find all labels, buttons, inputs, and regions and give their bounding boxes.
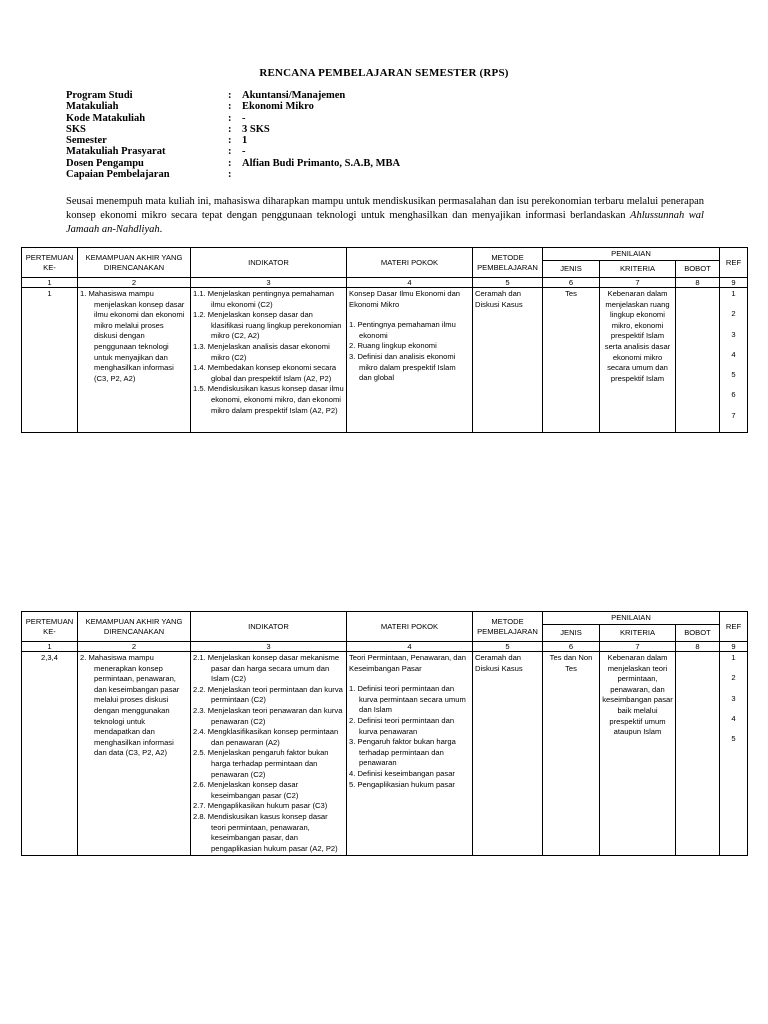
header-materi: MATERI POKOK (347, 248, 473, 278)
header-materi: MATERI POKOK (347, 612, 473, 642)
ref-number: 5 (731, 734, 736, 744)
column-number: 7 (600, 642, 676, 652)
bobot-cell (676, 288, 720, 433)
info-colon: : (228, 112, 232, 124)
info-row (66, 90, 400, 101)
ref-number: 3 (731, 693, 736, 703)
info-row (66, 135, 400, 146)
header-bobot: BOBOT (676, 261, 720, 278)
rps-table-2 (21, 611, 748, 856)
column-number: 5 (473, 642, 543, 652)
column-number: 5 (473, 278, 543, 288)
indikator-item: 2.1. Menjelaskan konsep dasar mekanisme pasar dan harga secara umum dan Islam (C2) (193, 653, 340, 684)
indikator-item: 2.3. Menjelaskan teori penawaran dan kurva penawaran (C2) (193, 705, 343, 726)
header-kemampuan: KEMAMPUAN AKHIR YANG DIRENCANAKAN (78, 248, 191, 278)
pertemuan-cell: 2,3,4 (22, 652, 78, 856)
info-value: Alfian Budi Primanto, S.A.B, MBA (242, 157, 401, 169)
header-indikator: INDIKATOR (191, 248, 347, 278)
materi-item: 1. Pentingnya pemahaman ilmu ekonomi (349, 320, 456, 340)
column-number: 1 (22, 642, 78, 652)
learning-outcome-paragraph (66, 195, 704, 237)
info-label: Kode Matakuliah (66, 112, 146, 124)
info-value: - (242, 112, 246, 124)
ref-number: 2 (731, 309, 736, 319)
kemampuan-text: 1. Mahasiswa mampu menjelaskan konsep dasar ilmu ekonomi dan ekonomi mikro melalui proses diskusi dengan penggunaan teknologi untuk menyajikan dan menghasilkan informasi (C3, P2, A2) (80, 289, 185, 383)
indikator-item: 2.7. Mengaplikasikan hukum pasar (C3) (193, 801, 328, 811)
materi-item: 3. Pengaruh faktor bukan harga terhadap permintaan dan penawaran (349, 737, 456, 768)
info-label: Matakuliah Prasyarat (66, 146, 166, 158)
jenis-cell: Tes dan Non Tes (543, 652, 600, 856)
ref-number: 6 (731, 390, 736, 400)
header-pertemuan: PERTEMUAN KE- (22, 612, 78, 642)
ref-number: 1 (731, 289, 736, 298)
column-number: 6 (543, 642, 600, 652)
column-number: 3 (191, 642, 347, 652)
header-jenis: JENIS (543, 625, 600, 642)
materi-item: 3. Definisi dan analisis ekonomi mikro dalam prespektif Islam dan global (349, 351, 456, 383)
ref-cell (720, 652, 748, 856)
table-row (22, 288, 748, 433)
ref-number: 2 (731, 673, 736, 683)
info-colon: : (228, 90, 232, 101)
materi-item: 4. Definisi keseimbangan pasar (349, 768, 455, 778)
ref-number: 4 (731, 713, 736, 723)
indikator-item: 2.4. Mengklasifikasikan konsep permintaan dan penawaran (A2) (193, 727, 339, 747)
column-number: 3 (191, 278, 347, 288)
bobot-cell (676, 652, 720, 856)
materi-item: 2. Ruang lingkup ekonomi (349, 341, 437, 351)
info-row (66, 124, 400, 135)
rps-table-1 (21, 247, 748, 433)
column-number: 9 (720, 642, 748, 652)
header-penilaian: PENILAIAN (543, 612, 720, 625)
metode-cell: Ceramah dan Diskusi Kasus (473, 652, 543, 856)
info-colon: : (228, 123, 232, 135)
materi-item: 1. Definisi teori permintaan dan kurva permintaan secara umum dan Islam (349, 684, 466, 715)
info-value: Ekonomi Mikro (242, 101, 314, 113)
info-label: SKS (66, 123, 86, 135)
ref-number: 3 (731, 329, 736, 339)
indikator-item: 2.8. Mendiskusikan kasus konsep dasar teori permintaan, penawaran, keseimbangan pasar, dan pengaplikasian hukum pasar (A2, P2) (193, 811, 338, 853)
info-value: 3 SKS (242, 123, 270, 135)
info-label: Capaian Pembelajaran (66, 169, 170, 181)
kriteria-cell: Kebenaran dalam menjelaskan teori permintaan, penawaran, dan keseimbangan pasar baik melalui prespektif umum ataupun Islam (600, 652, 676, 856)
metode-cell: Ceramah dan Diskusi Kasus (473, 288, 543, 433)
column-number: 4 (347, 278, 473, 288)
column-number: 2 (78, 642, 191, 652)
info-value: Akuntansi/Manajemen (242, 90, 346, 101)
header-kriteria: KRITERIA (600, 261, 676, 278)
kriteria-cell: Kebenaran dalam menjelaskan ruang lingkup ekonomi mikro, ekonomi prespektif Islam serta analisis dasar ekonomi mikro secara umum dan prespektif Islam (600, 288, 676, 433)
kemampuan-cell (78, 652, 191, 856)
ref-number: 7 (731, 410, 736, 420)
indikator-cell (191, 288, 347, 433)
column-number: 6 (543, 278, 600, 288)
info-colon: : (228, 169, 232, 181)
header-bobot: BOBOT (676, 625, 720, 642)
header-penilaian: PENILAIAN (543, 248, 720, 261)
indikator-item: 1.2. Menjelaskan konsep dasar dan klasifikasi ruang lingkup perekonomian mikro (C2, A2) (193, 310, 342, 341)
info-row (66, 158, 400, 169)
column-number-row (22, 642, 748, 652)
jenis-cell: Tes (543, 288, 600, 433)
indikator-item: 2.5. Menjelaskan pengaruh faktor bukan harga terhadap permintaan dan penawaran (C2) (193, 748, 329, 779)
column-number: 1 (22, 278, 78, 288)
indikator-cell (191, 652, 347, 856)
info-row (66, 169, 400, 180)
info-label: Matakuliah (66, 101, 119, 113)
indikator-item: 1.5. Mendiskusikan kasus konsep dasar ilmu ekonomi, ekonomi mikro, dan ekonomi mikro dalam prespektif Islam (A2, P2) (193, 384, 344, 415)
info-label: Semester (66, 135, 107, 147)
course-info (66, 90, 400, 180)
header-metode: METODE PEMBELAJARAN (473, 612, 543, 642)
materi-title: Teori Permintaan, Penawaran, dan Keseimbangan Pasar (349, 653, 466, 673)
header-metode: METODE PEMBELAJARAN (473, 248, 543, 278)
info-row (66, 101, 400, 112)
info-row (66, 113, 400, 124)
materi-item: 2. Definisi teori permintaan dan kurva penawaran (349, 715, 455, 736)
header-pertemuan: PERTEMUAN KE- (22, 248, 78, 278)
indikator-item: 1.4. Membedakan konsep ekonomi secara global dan prespektif Islam (A2, P2) (193, 363, 337, 383)
materi-item: 5. Pengaplikasian hukum pasar (349, 779, 455, 789)
kemampuan-cell (78, 288, 191, 433)
column-number: 4 (347, 642, 473, 652)
ref-number: 1 (731, 653, 736, 662)
header-indikator: INDIKATOR (191, 612, 347, 642)
indikator-item: 1.3. Menjelaskan analisis dasar ekonomi mikro (C2) (193, 341, 330, 362)
document-title: RENCANA PEMBELAJARAN SEMESTER (RPS) (259, 67, 509, 79)
indikator-item: 1.1. Menjelaskan pentingnya pemahaman ilmu ekonomi (C2) (193, 289, 334, 309)
ref-cell (720, 288, 748, 433)
column-number: 2 (78, 278, 191, 288)
info-value: 1 (242, 135, 248, 147)
materi-cell (347, 288, 473, 433)
column-number: 8 (676, 642, 720, 652)
info-colon: : (228, 157, 232, 169)
column-number: 7 (600, 278, 676, 288)
info-label: Dosen Pengampu (66, 157, 144, 169)
materi-cell (347, 652, 473, 856)
paragraph-italic: Ahlussunnah wal Jamaah an-Nahdliyah (66, 210, 704, 235)
header-kriteria: KRITERIA (600, 625, 676, 642)
info-value: - (242, 146, 246, 158)
header-kemampuan: KEMAMPUAN AKHIR YANG DIRENCANAKAN (78, 612, 191, 642)
paragraph-end: . (159, 224, 163, 235)
table-row (22, 652, 748, 856)
column-number-row (22, 278, 748, 288)
info-colon: : (228, 135, 232, 147)
materi-title: Konsep Dasar Ilmu Ekonomi dan Ekonomi Mikro (349, 289, 461, 309)
info-row (66, 146, 400, 157)
header-ref: REF (720, 248, 748, 278)
column-number: 8 (676, 278, 720, 288)
kemampuan-text: 2. Mahasiswa mampu menerapkan konsep permintaan, penawaran, dan keseimbangan pasar melalui proses diskusi dengan menggunakan teknologi untuk mendapatkan dan menghasilkan informasi dan data (C3, P2, A2) (80, 653, 180, 758)
pertemuan-cell: 1 (22, 288, 78, 433)
ref-number: 5 (731, 370, 736, 380)
ref-number: 4 (731, 349, 736, 359)
info-colon: : (228, 146, 232, 158)
header-jenis: JENIS (543, 261, 600, 278)
info-colon: : (228, 101, 232, 113)
indikator-item: 2.6. Menjelaskan konsep dasar keseimbangan pasar (C2) (193, 780, 299, 800)
info-label: Program Studi (66, 90, 133, 101)
column-number: 9 (720, 278, 748, 288)
paragraph-text: Seusai menempuh mata kuliah ini, mahasiswa diharapkan mampu untuk mendiskusikan permasalahan dan isu perekonomian terbaru melalui penerapan konsep ekonomi mikro secara tepat dengan penggunaan teknologi untuk menghasilkan dan menyajikan informasi berlandaskan (66, 196, 704, 221)
indikator-item: 2.2. Menjelaskan teori permintaan dan kurva permintaan (C2) (193, 684, 343, 705)
header-ref: REF (720, 612, 748, 642)
